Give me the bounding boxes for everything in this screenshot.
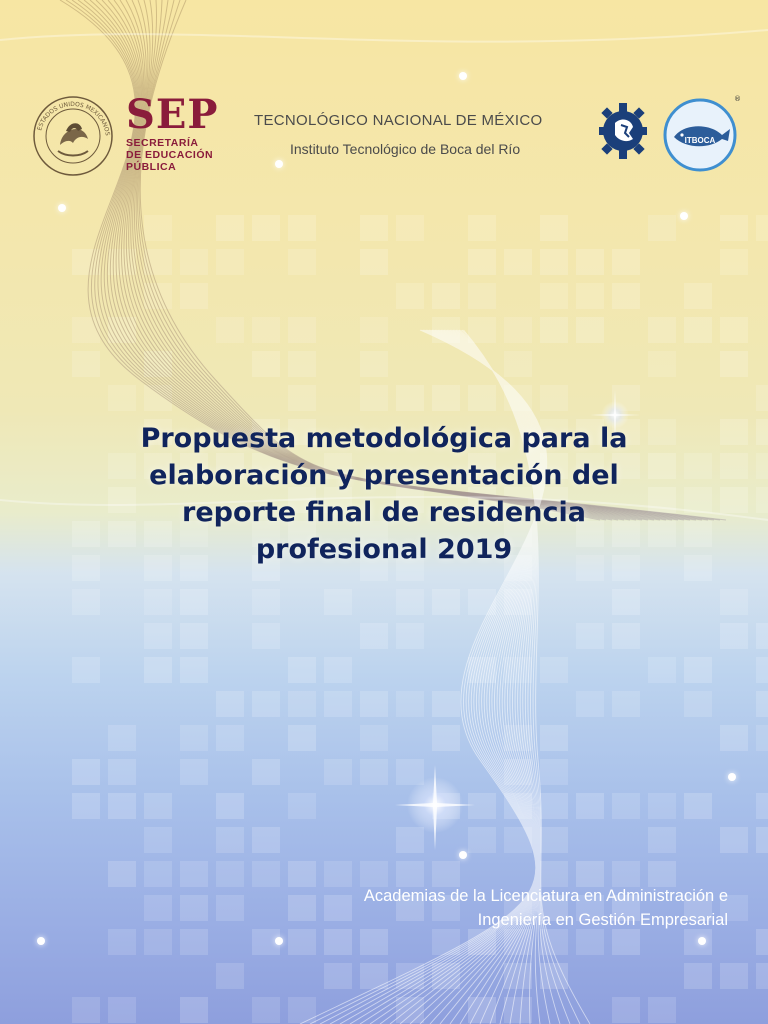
- title-line: reporte final de residencia: [182, 497, 586, 528]
- institute-name: Instituto Tecnológico de Boca del Río: [290, 141, 521, 157]
- title-line: elaboración y presentación del: [149, 460, 619, 491]
- title-line: profesional 2019: [255, 534, 513, 565]
- sep-subtitle-line: DE EDUCACIÓN: [126, 149, 214, 161]
- sep-wordmark: SEP: [126, 91, 219, 138]
- tecnm-heading: [254, 112, 543, 157]
- decorative-dot: [37, 937, 45, 945]
- decorative-dot: [698, 937, 706, 945]
- registered-mark: ®: [734, 95, 741, 103]
- sep-subtitle-line: PÚBLICA: [126, 161, 177, 173]
- academias-line: Ingeniería en Gestión Empresarial: [477, 911, 728, 929]
- decorative-dot: [680, 212, 688, 220]
- decorative-dot: [459, 72, 467, 80]
- sparkle-flare: [380, 760, 490, 860]
- itboca-label: ITBOCA: [684, 136, 716, 145]
- decorative-dot: [728, 773, 736, 781]
- tecnm-gear-logo-icon: [595, 93, 651, 173]
- decorative-dot: [459, 851, 467, 859]
- decorative-dot: [275, 937, 283, 945]
- decorative-dot: [58, 204, 66, 212]
- seal-text: ESTADOS UNIDOS MEXICANOS: [36, 100, 111, 137]
- tecnm-title: TECNOLÓGICO NACIONAL DE MÉXICO: [254, 112, 543, 129]
- mexican-seal-icon: [32, 95, 114, 177]
- sep-subtitle-line: SECRETARÍA: [126, 137, 199, 149]
- itboca-logo-icon: [660, 93, 740, 173]
- document-title: [80, 420, 688, 568]
- title-line: Propuesta metodológica para la: [140, 423, 628, 454]
- academias-credit: [208, 884, 728, 932]
- institution-header: [0, 85, 768, 185]
- academias-line: Academias de la Licenciatura en Administración e: [363, 887, 728, 905]
- sep-logo: [126, 93, 218, 173]
